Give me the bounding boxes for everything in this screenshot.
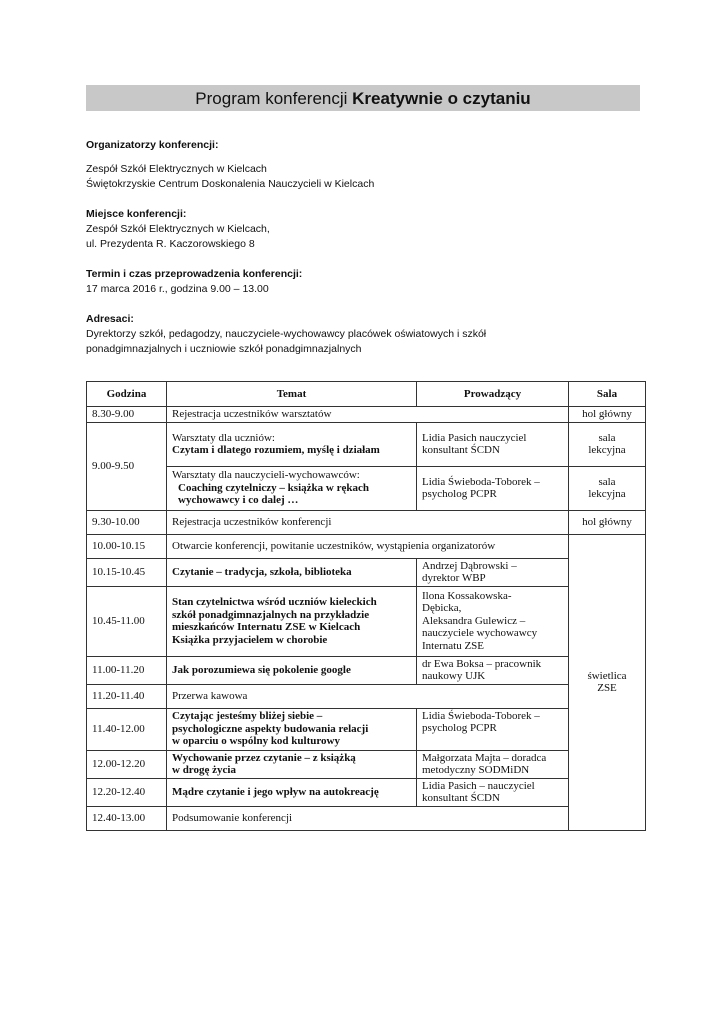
table-row xyxy=(87,684,646,708)
audience-line: ponadgimnazjalnych i uczniowie szkół ponadgimnazjalnych xyxy=(86,343,362,355)
workshop-title: Coaching czytelniczy – książka w rękach xyxy=(178,481,369,494)
workshop-intro: Warsztaty dla uczniów: xyxy=(172,431,275,444)
table-row xyxy=(87,750,646,778)
table-row xyxy=(87,778,646,806)
cell-topic xyxy=(167,708,417,750)
schedule-table-wrap xyxy=(86,381,645,831)
page-title xyxy=(86,85,640,111)
room-line: ZSE xyxy=(597,682,617,694)
header-room: Sala xyxy=(569,382,646,407)
cell-host xyxy=(417,778,569,806)
header-topic: Temat xyxy=(167,382,417,407)
cell-time: 12.40-13.00 xyxy=(87,806,167,830)
cell-room: hol główny xyxy=(569,407,646,423)
cell-host xyxy=(417,466,569,510)
table-row xyxy=(87,510,646,534)
host-line: Małgorzata Majta – doradca xyxy=(422,751,547,764)
workshop-intro: Warsztaty dla nauczycieli-wychowawców: xyxy=(172,469,360,482)
host-line: Lidia Pasich – nauczyciel xyxy=(422,779,535,792)
cell-topic: Otwarcie konferencji, powitanie uczestników, wystąpienia organizatorów xyxy=(167,534,569,558)
workshop-title: Czytam i dlatego rozumiem, myślę i działam xyxy=(172,444,380,456)
organizer-line: Świętokrzyskie Centrum Doskonalenia Nauczycieli w Kielcach xyxy=(86,178,375,190)
cell-topic: Podsumowanie konferencji xyxy=(167,806,569,830)
cell-time: 10.00-10.15 xyxy=(87,534,167,558)
cell-host xyxy=(417,656,569,684)
host-line: naukowy UJK xyxy=(422,670,486,682)
room-line: świetlica xyxy=(587,669,627,682)
room-line: lekcyjna xyxy=(588,488,626,500)
cell-time: 10.15-10.45 xyxy=(87,558,167,586)
table-row xyxy=(87,534,646,558)
cell-topic xyxy=(167,586,417,656)
organizer-line: Zespół Szkół Elektrycznych w Kielcach xyxy=(86,163,267,175)
cell-topic: Mądre czytanie i jego wpływ na autokreację xyxy=(167,778,417,806)
header-time: Godzina xyxy=(87,382,167,407)
cell-topic: Rejestracja uczestników konferencji xyxy=(167,510,569,534)
cell-room-merged xyxy=(569,534,646,830)
host-line: Dębicka, xyxy=(422,602,462,615)
host-line: Ilona Kossakowska- xyxy=(422,589,512,602)
host-line: Andrzej Dąbrowski – xyxy=(422,559,517,572)
host-line: konsultant ŚCDN xyxy=(422,444,500,456)
cell-time: 11.20-11.40 xyxy=(87,684,167,708)
time-value: 17 marca 2016 r., godzina 9.00 – 13.00 xyxy=(86,283,269,295)
place-line: ul. Prezydenta R. Kaczorowskiego 8 xyxy=(86,238,255,250)
cell-room xyxy=(569,466,646,510)
place-label: Miejsce konferencji: xyxy=(86,208,187,220)
organizers-label: Organizatorzy konferencji: xyxy=(86,139,219,151)
host-line: metodyczny SODMiDN xyxy=(422,764,530,776)
room-line: sala xyxy=(598,475,616,488)
cell-time: 11.00-11.20 xyxy=(87,656,167,684)
topic-line: w drogę życia xyxy=(172,764,236,776)
topic-line: Stan czytelnictwa wśród uczniów kieleckich xyxy=(172,596,377,608)
topic-line: mieszkańców Internatu ZSE w Kielcach xyxy=(172,621,361,633)
audience-line: Dyrektorzy szkół, pedagodzy, nauczyciele-wychowawcy placówek oświatowych i szkół xyxy=(86,328,487,340)
table-row xyxy=(87,466,646,510)
host-line: Lidia Pasich nauczyciel xyxy=(422,431,527,444)
table-row xyxy=(87,407,646,423)
cell-time: 11.40-12.00 xyxy=(87,708,167,750)
cell-topic: Przerwa kawowa xyxy=(167,684,569,708)
cell-time: 12.20-12.40 xyxy=(87,778,167,806)
topic-line: psychologiczne aspekty budowania relacji xyxy=(172,722,369,735)
host-line: Aleksandra Gulewicz – xyxy=(422,614,526,627)
cell-room xyxy=(569,422,646,466)
workshop-title: wychowawcy i co dalej … xyxy=(178,494,299,507)
host-line: psycholog PCPR xyxy=(422,488,497,500)
topic-line: w oparciu o wspólny kod kulturowy xyxy=(172,735,341,748)
audience-label: Adresaci: xyxy=(86,313,134,325)
cell-host xyxy=(417,558,569,586)
cell-host xyxy=(417,422,569,466)
cell-time: 12.00-12.20 xyxy=(87,750,167,778)
table-row xyxy=(87,586,646,656)
cell-room: hol główny xyxy=(569,510,646,534)
cell-time: 9.00-9.50 xyxy=(87,422,167,510)
table-row xyxy=(87,708,646,750)
topic-line: Książka przyjacielem w chorobie xyxy=(172,633,328,646)
cell-topic: Czytanie – tradycja, szkoła, biblioteka xyxy=(167,558,417,586)
place-line: Zespół Szkół Elektrycznych w Kielcach, xyxy=(86,223,270,235)
host-line: dr Ewa Boksa – pracownik xyxy=(422,657,542,670)
cell-topic xyxy=(167,422,417,466)
table-row xyxy=(87,806,646,830)
topic-line: Czytając jesteśmy bliżej siebie – xyxy=(172,710,323,723)
host-line: nauczyciele wychowawcy xyxy=(422,627,538,640)
topic-line: szkół ponadgimnazjalnych na przykładzie xyxy=(172,608,370,621)
table-row xyxy=(87,558,646,586)
topic-line: Wychowanie przez czytanie – z książką xyxy=(172,751,356,764)
title-bold: Kreatywnie o czytaniu xyxy=(352,89,531,108)
cell-host xyxy=(417,708,569,750)
host-line: dyrektor WBP xyxy=(422,572,486,584)
host-line: Lidia Świeboda-Toborek – xyxy=(422,475,540,488)
cell-topic xyxy=(167,466,417,510)
title-prefix: Program konferencji xyxy=(195,89,348,108)
host-line: psycholog PCPR xyxy=(422,722,497,734)
table-header-row xyxy=(87,382,646,407)
room-line: sala xyxy=(598,431,616,444)
table-row xyxy=(87,656,646,684)
host-line: konsultant ŚCDN xyxy=(422,792,500,804)
cell-time: 8.30-9.00 xyxy=(87,407,167,423)
time-label: Termin i czas przeprowadzenia konferencji: xyxy=(86,268,303,280)
cell-host xyxy=(417,586,569,656)
header-host: Prowadzący xyxy=(417,382,569,407)
host-line: Lidia Świeboda-Toborek – xyxy=(422,709,540,722)
cell-host xyxy=(417,750,569,778)
room-line: lekcyjna xyxy=(588,444,626,456)
cell-topic: Rejestracja uczestników warsztatów xyxy=(167,407,569,423)
schedule-table xyxy=(86,381,646,831)
conference-info xyxy=(86,138,646,357)
cell-time: 10.45-11.00 xyxy=(87,586,167,656)
cell-topic xyxy=(167,750,417,778)
cell-time: 9.30-10.00 xyxy=(87,510,167,534)
host-line: Internatu ZSE xyxy=(422,639,485,652)
table-row xyxy=(87,422,646,466)
cell-topic: Jak porozumiewa się pokolenie google xyxy=(167,656,417,684)
